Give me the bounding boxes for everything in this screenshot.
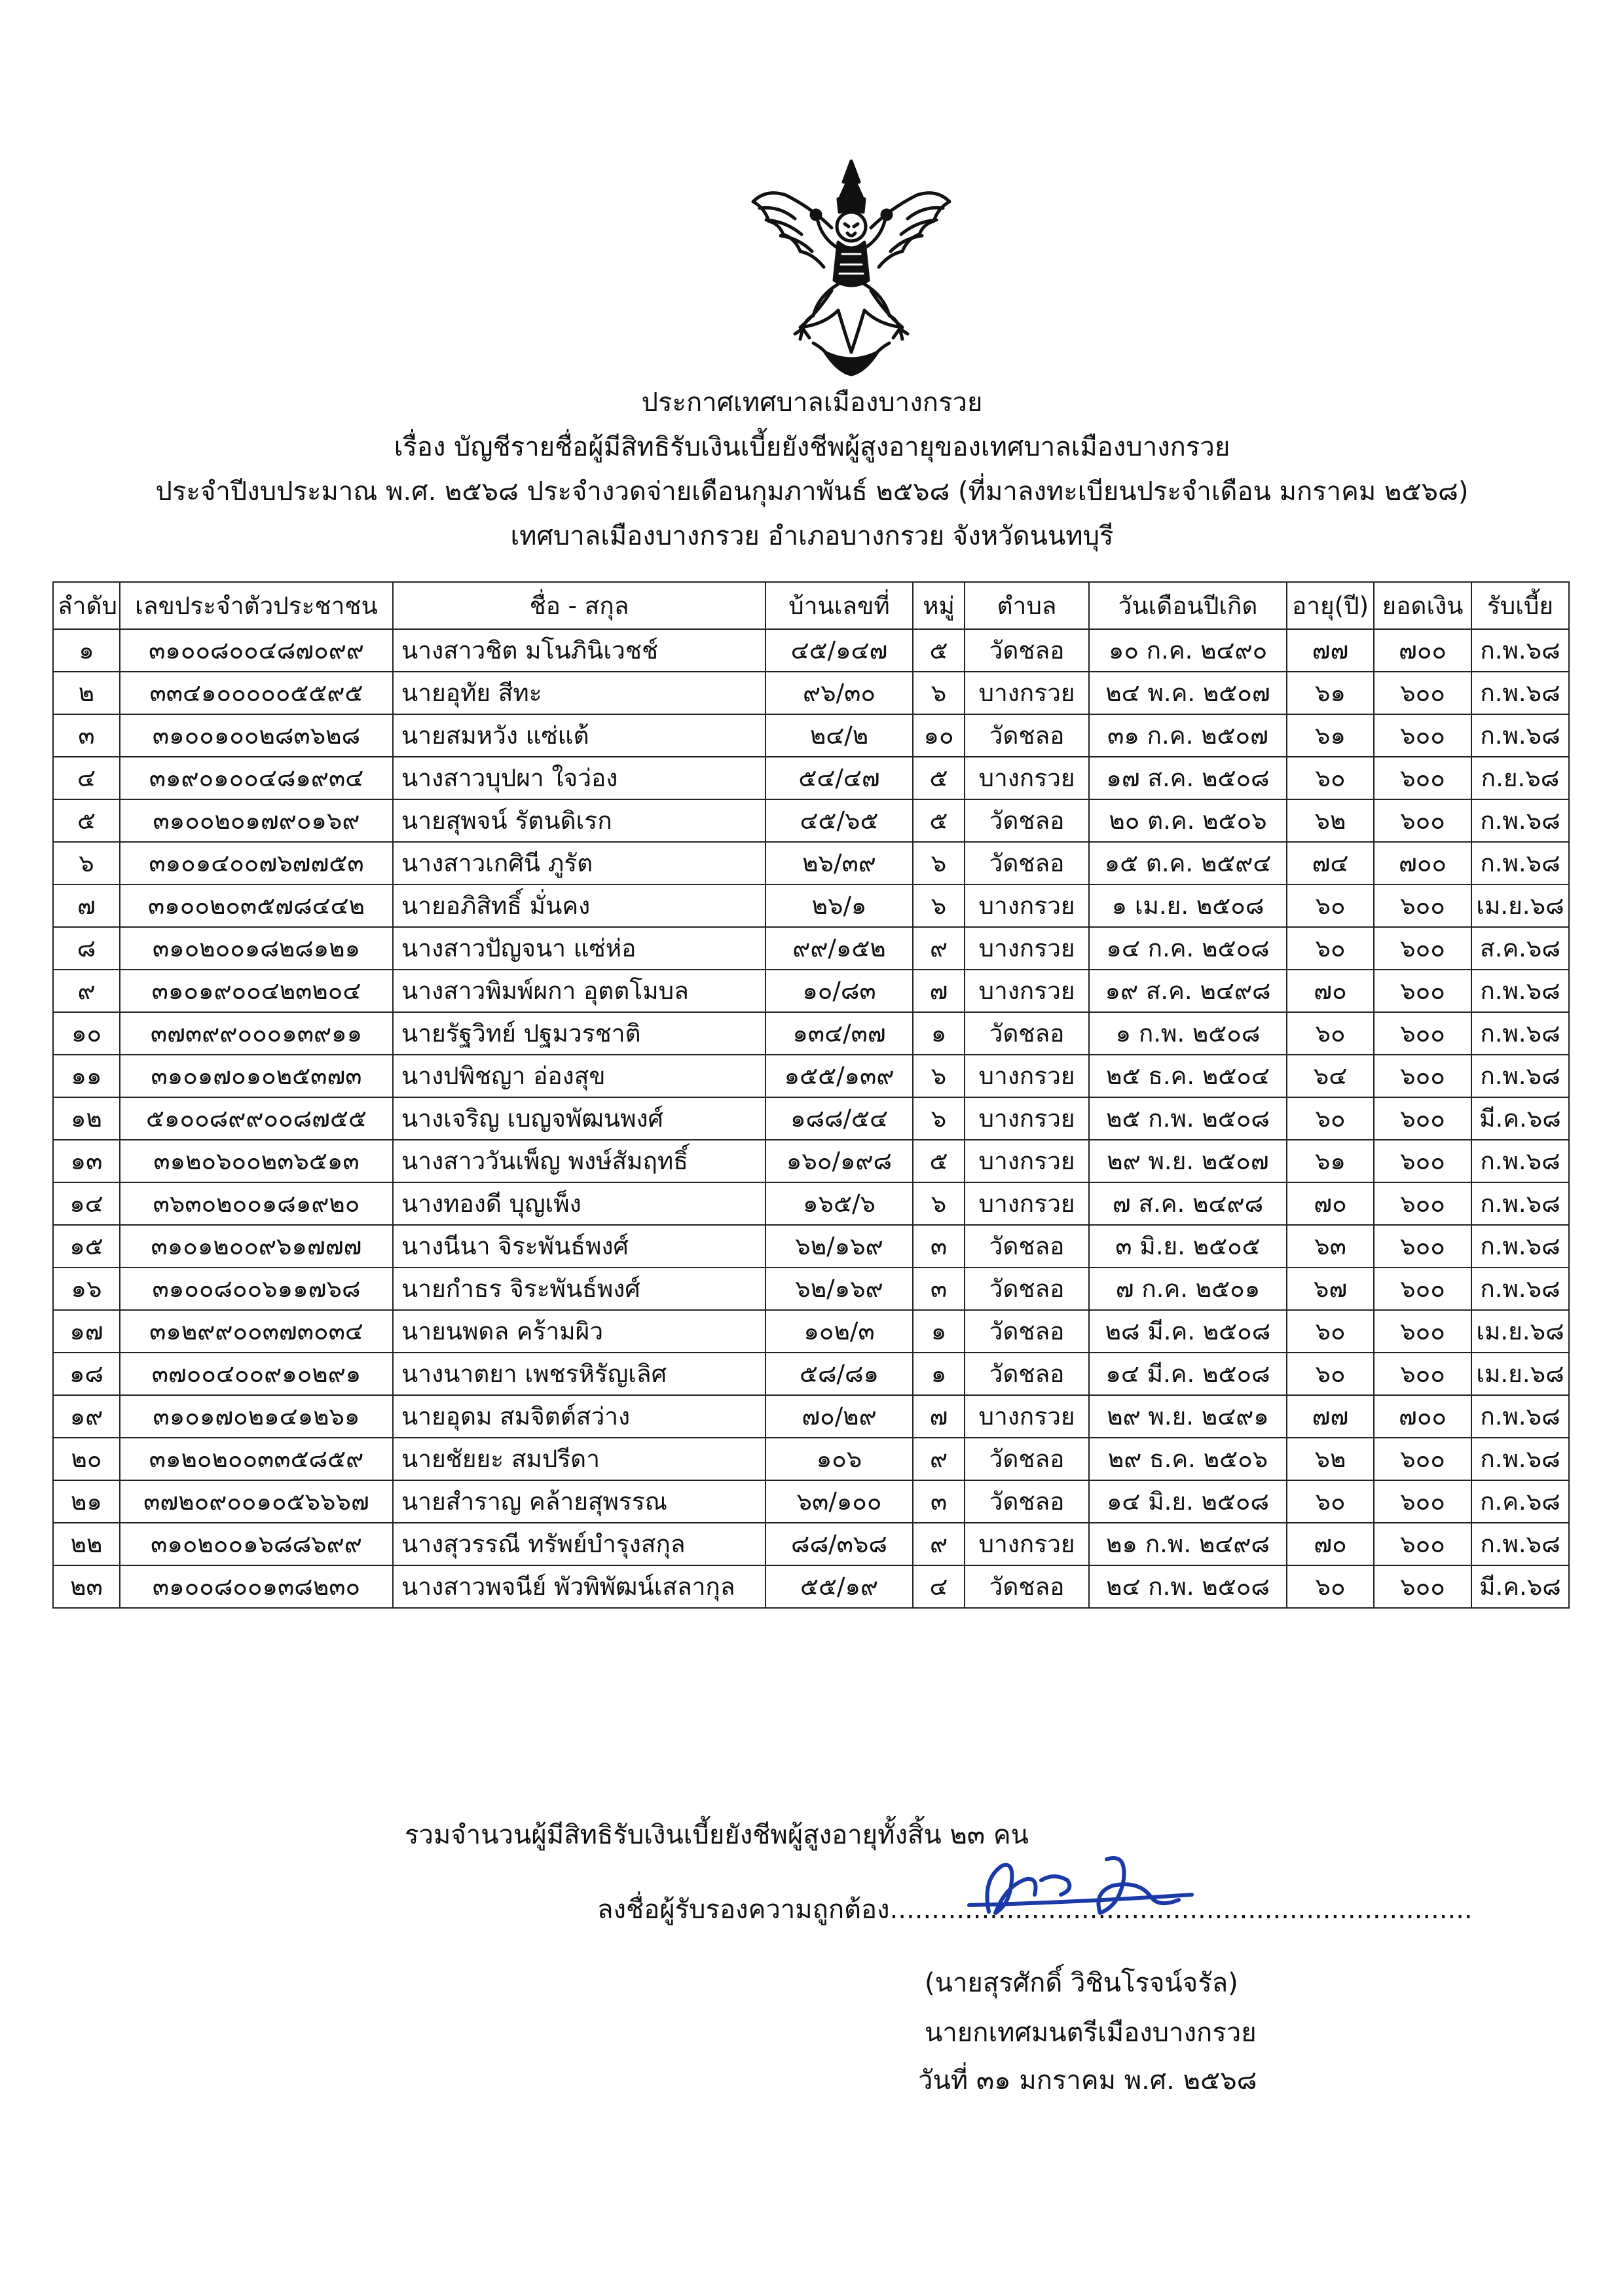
col-amount-cell: ๖๐๐ <box>1374 1225 1471 1267</box>
col-village-cell: ๖ <box>913 884 965 927</box>
col-birth-date-cell: ๑๙ ส.ค. ๒๔๙๘ <box>1089 970 1287 1012</box>
col-age-cell: ๖๑ <box>1287 714 1374 757</box>
col-village-cell: ๑ <box>913 1310 965 1353</box>
col-age-cell: ๖๐ <box>1287 1012 1374 1055</box>
col-village-cell: ๓ <box>913 1267 965 1310</box>
col-citizen-id-cell: ๓๑๐๒๐๐๑๘๒๘๑๒๑ <box>120 927 393 970</box>
col-subdistrict-cell: บางกรวย <box>965 1055 1089 1097</box>
col-full-name-cell: นางสาวปัญจนา แซ่ห่อ <box>393 927 766 970</box>
col-village-cell: ๑ <box>913 1353 965 1395</box>
beneficiary-table <box>52 581 1570 1609</box>
table-row <box>53 842 1569 884</box>
column-header-birth-date: วันเดือนปีเกิด <box>1089 582 1287 629</box>
col-house-number-cell: ๒๖/๑ <box>766 884 913 927</box>
table-row <box>53 629 1569 672</box>
col-house-number-cell: ๕๘/๘๑ <box>766 1353 913 1395</box>
col-full-name-cell: นายอุทัย สีทะ <box>393 672 766 714</box>
col-start-month-cell: มี.ค.๖๘ <box>1471 1565 1569 1608</box>
col-amount-cell: ๖๐๐ <box>1374 1140 1471 1182</box>
col-age-cell: ๗๐ <box>1287 970 1374 1012</box>
col-house-number-cell: ๗๐/๒๙ <box>766 1395 913 1438</box>
col-full-name-cell: นางสาวเกศินี ภูรัต <box>393 842 766 884</box>
col-order-cell: ๑๘ <box>53 1353 120 1395</box>
col-citizen-id-cell: ๓๓๔๑๐๐๐๐๐๕๕๙๕ <box>120 672 393 714</box>
col-age-cell: ๖๗ <box>1287 1267 1374 1310</box>
col-house-number-cell: ๕๕/๑๙ <box>766 1565 913 1608</box>
col-birth-date-cell: ๑๐ ก.ค. ๒๔๙๐ <box>1089 629 1287 672</box>
col-age-cell: ๖๐ <box>1287 1565 1374 1608</box>
col-full-name-cell: นางนีนา จิระพันธ์พงศ์ <box>393 1225 766 1267</box>
col-subdistrict-cell: วัดชลอ <box>965 1310 1089 1353</box>
col-subdistrict-cell: บางกรวย <box>965 1395 1089 1438</box>
col-birth-date-cell: ๒๔ พ.ค. ๒๕๐๗ <box>1089 672 1287 714</box>
col-start-month-cell: ก.พ.๖๘ <box>1471 1182 1569 1225</box>
table-row <box>53 1395 1569 1438</box>
table-row <box>53 757 1569 799</box>
col-order-cell: ๔ <box>53 757 120 799</box>
col-amount-cell: ๗๐๐ <box>1374 629 1471 672</box>
col-village-cell: ๗ <box>913 970 965 1012</box>
column-header-subdistrict: ตำบล <box>965 582 1089 629</box>
certify-label: ลงชื่อผู้รับรองความถูกต้อง...................................................................... <box>597 1895 1473 1925</box>
col-age-cell: ๖๑ <box>1287 672 1374 714</box>
col-full-name-cell: นางสุวรรณี ทรัพย์บำรุงสกุล <box>393 1523 766 1565</box>
col-house-number-cell: ๔๕/๑๔๗ <box>766 629 913 672</box>
col-birth-date-cell: ๑๗ ส.ค. ๒๕๐๘ <box>1089 757 1287 799</box>
col-start-month-cell: ก.พ.๖๘ <box>1471 1395 1569 1438</box>
table-row <box>53 1480 1569 1523</box>
col-amount-cell: ๖๐๐ <box>1374 1565 1471 1608</box>
col-start-month-cell: ก.พ.๖๘ <box>1471 1523 1569 1565</box>
col-subdistrict-cell: วัดชลอ <box>965 629 1089 672</box>
col-subdistrict-cell: บางกรวย <box>965 757 1089 799</box>
col-start-month-cell: เม.ย.๖๘ <box>1471 1353 1569 1395</box>
col-start-month-cell: ก.พ.๖๘ <box>1471 1055 1569 1097</box>
col-village-cell: ๓ <box>913 1480 965 1523</box>
col-subdistrict-cell: บางกรวย <box>965 970 1089 1012</box>
col-house-number-cell: ๑๕๕/๑๓๙ <box>766 1055 913 1097</box>
col-citizen-id-cell: ๓๑๐๐๘๐๐๑๓๘๒๓๐ <box>120 1565 393 1608</box>
table-row <box>53 970 1569 1012</box>
col-house-number-cell: ๑๐/๘๓ <box>766 970 913 1012</box>
col-amount-cell: ๖๐๐ <box>1374 927 1471 970</box>
col-full-name-cell: นางสาววันเพ็ญ พงษ์สัมฤทธิ์ <box>393 1140 766 1182</box>
col-subdistrict-cell: บางกรวย <box>965 1140 1089 1182</box>
col-house-number-cell: ๑๓๔/๓๗ <box>766 1012 913 1055</box>
col-amount-cell: ๖๐๐ <box>1374 1267 1471 1310</box>
col-house-number-cell: ๑๘๘/๕๔ <box>766 1097 913 1140</box>
col-house-number-cell: ๑๐๒/๓ <box>766 1310 913 1353</box>
col-age-cell: ๖๐ <box>1287 1480 1374 1523</box>
col-subdistrict-cell: วัดชลอ <box>965 1565 1089 1608</box>
col-citizen-id-cell: ๓๑๒๐๖๐๐๒๓๖๕๑๓ <box>120 1140 393 1182</box>
col-birth-date-cell: ๓ มิ.ย. ๒๕๐๕ <box>1089 1225 1287 1267</box>
col-birth-date-cell: ๑ ก.พ. ๒๕๐๘ <box>1089 1012 1287 1055</box>
col-birth-date-cell: ๒๙ พ.ย. ๒๕๐๗ <box>1089 1140 1287 1182</box>
col-order-cell: ๑๑ <box>53 1055 120 1097</box>
col-start-month-cell: ก.พ.๖๘ <box>1471 1140 1569 1182</box>
handwritten-signature <box>943 1840 1205 1938</box>
col-birth-date-cell: ๒๐ ต.ค. ๒๕๐๖ <box>1089 799 1287 842</box>
col-amount-cell: ๖๐๐ <box>1374 1480 1471 1523</box>
col-citizen-id-cell: ๕๑๐๐๘๙๙๐๐๘๗๕๕ <box>120 1097 393 1140</box>
col-citizen-id-cell: ๓๑๐๐๒๐๑๗๙๐๑๖๙ <box>120 799 393 842</box>
table-row <box>53 1225 1569 1267</box>
col-start-month-cell: ส.ค.๖๘ <box>1471 927 1569 970</box>
col-subdistrict-cell: วัดชลอ <box>965 1225 1089 1267</box>
table-row <box>53 1353 1569 1395</box>
table-row <box>53 714 1569 757</box>
col-start-month-cell: ก.พ.๖๘ <box>1471 714 1569 757</box>
col-birth-date-cell: ๒๙ ธ.ค. ๒๕๐๖ <box>1089 1438 1287 1480</box>
col-citizen-id-cell: ๓๑๐๑๗๐๑๐๒๕๓๗๓ <box>120 1055 393 1097</box>
col-subdistrict-cell: บางกรวย <box>965 1523 1089 1565</box>
col-citizen-id-cell: ๓๑๐๑๒๐๐๙๖๑๗๗๗ <box>120 1225 393 1267</box>
col-house-number-cell: ๑๖๕/๖ <box>766 1182 913 1225</box>
col-full-name-cell: นายนพดล คร้ามผิว <box>393 1310 766 1353</box>
col-full-name-cell: นายสำราญ คล้ายสุพรรณ <box>393 1480 766 1523</box>
col-start-month-cell: เม.ย.๖๘ <box>1471 1310 1569 1353</box>
table-row <box>53 1182 1569 1225</box>
table-row <box>53 1438 1569 1480</box>
table-row <box>53 1055 1569 1097</box>
col-age-cell: ๖๐ <box>1287 884 1374 927</box>
col-village-cell: ๕ <box>913 629 965 672</box>
col-citizen-id-cell: ๓๗๐๐๔๐๐๙๑๐๒๙๑ <box>120 1353 393 1395</box>
col-order-cell: ๒ <box>53 672 120 714</box>
col-amount-cell: ๖๐๐ <box>1374 1353 1471 1395</box>
col-order-cell: ๕ <box>53 799 120 842</box>
col-subdistrict-cell: วัดชลอ <box>965 714 1089 757</box>
col-village-cell: ๖ <box>913 1097 965 1140</box>
col-full-name-cell: นางสาวพจนีย์ พัวพิพัฒน์เสลากุล <box>393 1565 766 1608</box>
table-row <box>53 1565 1569 1608</box>
signer-name: (นายสุรศักดิ์ วิชินโรจน์จรัล) <box>925 1968 1238 1998</box>
col-full-name-cell: นางปพิชญา อ่องสุข <box>393 1055 766 1097</box>
col-amount-cell: ๖๐๐ <box>1374 1310 1471 1353</box>
col-start-month-cell: ก.พ.๖๘ <box>1471 970 1569 1012</box>
col-village-cell: ๖ <box>913 672 965 714</box>
col-village-cell: ๓ <box>913 1225 965 1267</box>
col-subdistrict-cell: บางกรวย <box>965 672 1089 714</box>
col-amount-cell: ๖๐๐ <box>1374 714 1471 757</box>
col-start-month-cell: มี.ค.๖๘ <box>1471 1097 1569 1140</box>
col-birth-date-cell: ๒๔ ก.พ. ๒๕๐๘ <box>1089 1565 1287 1608</box>
col-amount-cell: ๗๐๐ <box>1374 1395 1471 1438</box>
col-amount-cell: ๖๐๐ <box>1374 1055 1471 1097</box>
col-citizen-id-cell: ๓๗๓๙๙๐๐๐๑๓๙๑๑ <box>120 1012 393 1055</box>
announcement-period: ประจำปีงบประมาณ พ.ศ. ๒๕๖๘ ประจำงวดจ่ายเดือนกุมภาพันธ์ ๒๕๖๘ (ที่มาลงทะเบียนประจำเดือน มกราคม ๒๕๖๘) <box>155 477 1469 507</box>
col-age-cell: ๖๐ <box>1287 1353 1374 1395</box>
col-citizen-id-cell: ๓๑๐๑๙๐๐๔๒๓๒๐๔ <box>120 970 393 1012</box>
col-house-number-cell: ๘๘/๓๖๘ <box>766 1523 913 1565</box>
table-row <box>53 1267 1569 1310</box>
column-header-full-name: ชื่อ - สกุล <box>393 582 766 629</box>
col-subdistrict-cell: บางกรวย <box>965 884 1089 927</box>
col-citizen-id-cell: ๓๑๐๐๘๐๐๖๑๑๗๖๘ <box>120 1267 393 1310</box>
table-row <box>53 1097 1569 1140</box>
col-age-cell: ๖๒ <box>1287 1438 1374 1480</box>
col-full-name-cell: นายอภิสิทธิ์ มั่นคง <box>393 884 766 927</box>
col-order-cell: ๑ <box>53 629 120 672</box>
col-citizen-id-cell: ๓๑๐๐๑๐๐๒๘๓๖๒๘ <box>120 714 393 757</box>
col-start-month-cell: ก.พ.๖๘ <box>1471 842 1569 884</box>
col-village-cell: ๙ <box>913 1523 965 1565</box>
col-order-cell: ๑๕ <box>53 1225 120 1267</box>
col-house-number-cell: ๑๖๐/๑๙๘ <box>766 1140 913 1182</box>
table-row <box>53 672 1569 714</box>
col-citizen-id-cell: ๓๑๐๐๒๐๓๕๗๘๔๔๒ <box>120 884 393 927</box>
col-start-month-cell: ก.ค.๖๘ <box>1471 1480 1569 1523</box>
table-header-row <box>53 582 1569 629</box>
col-order-cell: ๓ <box>53 714 120 757</box>
col-subdistrict-cell: วัดชลอ <box>965 1438 1089 1480</box>
col-village-cell: ๗ <box>913 1395 965 1438</box>
col-birth-date-cell: ๑๔ มี.ค. ๒๕๐๘ <box>1089 1353 1287 1395</box>
col-citizen-id-cell: ๓๗๒๐๙๐๐๑๐๕๖๖๖๗ <box>120 1480 393 1523</box>
col-full-name-cell: นายชัยยะ สมปรีดา <box>393 1438 766 1480</box>
col-full-name-cell: นางสาวพิมพ์ผกา อุตตโมบล <box>393 970 766 1012</box>
col-order-cell: ๒๒ <box>53 1523 120 1565</box>
col-full-name-cell: นางสาวชิต มโนภินิเวชช์ <box>393 629 766 672</box>
col-age-cell: ๗๗ <box>1287 629 1374 672</box>
column-header-order: ลำดับ <box>53 582 120 629</box>
col-birth-date-cell: ๒๑ ก.พ. ๒๔๙๘ <box>1089 1523 1287 1565</box>
col-age-cell: ๖๐ <box>1287 1310 1374 1353</box>
col-amount-cell: ๖๐๐ <box>1374 757 1471 799</box>
col-house-number-cell: ๙๙/๑๕๒ <box>766 927 913 970</box>
column-header-house-number: บ้านเลขที่ <box>766 582 913 629</box>
col-house-number-cell: ๕๔/๔๗ <box>766 757 913 799</box>
col-start-month-cell: ก.พ.๖๘ <box>1471 1012 1569 1055</box>
col-full-name-cell: นายสุพจน์ รัตนดิเรก <box>393 799 766 842</box>
col-start-month-cell: ก.ย.๖๘ <box>1471 757 1569 799</box>
col-order-cell: ๒๑ <box>53 1480 120 1523</box>
table-row <box>53 1310 1569 1353</box>
col-citizen-id-cell: ๓๖๓๐๒๐๐๑๘๑๙๒๐ <box>120 1182 393 1225</box>
col-village-cell: ๙ <box>913 927 965 970</box>
col-subdistrict-cell: วัดชลอ <box>965 799 1089 842</box>
col-house-number-cell: ๖๒/๑๖๙ <box>766 1225 913 1267</box>
col-birth-date-cell: ๑ เม.ย. ๒๕๐๘ <box>1089 884 1287 927</box>
col-subdistrict-cell: บางกรวย <box>965 1182 1089 1225</box>
col-full-name-cell: นายกำธร จิระพันธ์พงศ์ <box>393 1267 766 1310</box>
col-village-cell: ๑ <box>913 1012 965 1055</box>
col-full-name-cell: นายรัฐวิทย์ ปฐมวรชาติ <box>393 1012 766 1055</box>
col-full-name-cell: นางเจริญ เบญจพัฒนพงศ์ <box>393 1097 766 1140</box>
column-header-start-month: รับเบี้ย <box>1471 582 1569 629</box>
announcement-date: วันที่ ๓๑ มกราคม พ.ศ. ๒๕๖๘ <box>918 2066 1257 2096</box>
col-birth-date-cell: ๗ ก.ค. ๒๕๐๑ <box>1089 1267 1287 1310</box>
signature-dotted-line: ...................................................................... <box>889 1895 1473 1925</box>
col-house-number-cell: ๒๔/๒ <box>766 714 913 757</box>
col-citizen-id-cell: ๓๑๐๑๔๐๐๗๖๗๗๕๓ <box>120 842 393 884</box>
col-birth-date-cell: ๒๘ มี.ค. ๒๕๐๘ <box>1089 1310 1287 1353</box>
col-village-cell: ๕ <box>913 1140 965 1182</box>
col-order-cell: ๑๒ <box>53 1097 120 1140</box>
col-amount-cell: ๖๐๐ <box>1374 672 1471 714</box>
col-full-name-cell: นายสมหวัง แซ่แต้ <box>393 714 766 757</box>
table-row <box>53 799 1569 842</box>
col-start-month-cell: ก.พ.๖๘ <box>1471 1438 1569 1480</box>
col-citizen-id-cell: ๓๑๐๐๘๐๐๔๘๗๐๙๙ <box>120 629 393 672</box>
col-start-month-cell: ก.พ.๖๘ <box>1471 1225 1569 1267</box>
col-birth-date-cell: ๓๑ ก.ค. ๒๕๐๗ <box>1089 714 1287 757</box>
table-row <box>53 884 1569 927</box>
col-village-cell: ๔ <box>913 1565 965 1608</box>
col-birth-date-cell: ๒๕ ธ.ค. ๒๕๐๔ <box>1089 1055 1287 1097</box>
table-row <box>53 1012 1569 1055</box>
table-row <box>53 1140 1569 1182</box>
col-age-cell: ๖๐ <box>1287 1097 1374 1140</box>
col-age-cell: ๖๓ <box>1287 1225 1374 1267</box>
col-full-name-cell: นางสาวบุปผา ใจว่อง <box>393 757 766 799</box>
col-order-cell: ๗ <box>53 884 120 927</box>
col-amount-cell: ๖๐๐ <box>1374 884 1471 927</box>
col-subdistrict-cell: บางกรวย <box>965 1097 1089 1140</box>
col-order-cell: ๘ <box>53 927 120 970</box>
column-header-amount: ยอดเงิน <box>1374 582 1471 629</box>
col-full-name-cell: นางนาตยา เพชรหิรัญเลิศ <box>393 1353 766 1395</box>
col-amount-cell: ๖๐๐ <box>1374 1012 1471 1055</box>
col-subdistrict-cell: วัดชลอ <box>965 1353 1089 1395</box>
col-subdistrict-cell: วัดชลอ <box>965 842 1089 884</box>
col-house-number-cell: ๑๐๖ <box>766 1438 913 1480</box>
col-start-month-cell: เม.ย.๖๘ <box>1471 884 1569 927</box>
col-birth-date-cell: ๗ ส.ค. ๒๔๙๘ <box>1089 1182 1287 1225</box>
garuda-emblem-icon <box>740 156 963 378</box>
col-amount-cell: ๖๐๐ <box>1374 1438 1471 1480</box>
col-subdistrict-cell: วัดชลอ <box>965 1012 1089 1055</box>
col-village-cell: ๖ <box>913 842 965 884</box>
col-age-cell: ๖๐ <box>1287 757 1374 799</box>
col-subdistrict-cell: วัดชลอ <box>965 1480 1089 1523</box>
col-house-number-cell: ๔๕/๖๕ <box>766 799 913 842</box>
col-subdistrict-cell: วัดชลอ <box>965 1267 1089 1310</box>
col-birth-date-cell: ๑๔ มิ.ย. ๒๕๐๘ <box>1089 1480 1287 1523</box>
col-citizen-id-cell: ๓๑๒๙๙๐๐๓๗๓๐๓๔ <box>120 1310 393 1353</box>
col-age-cell: ๖๔ <box>1287 1055 1374 1097</box>
signer-title: นายกเทศมนตรีเมืองบางกรวย <box>925 2018 1257 2048</box>
col-village-cell: ๖ <box>913 1055 965 1097</box>
col-birth-date-cell: ๒๕ ก.พ. ๒๕๐๘ <box>1089 1097 1287 1140</box>
col-order-cell: ๑๔ <box>53 1182 120 1225</box>
col-village-cell: ๙ <box>913 1438 965 1480</box>
table-row <box>53 1523 1569 1565</box>
col-birth-date-cell: ๑๔ ก.ค. ๒๕๐๘ <box>1089 927 1287 970</box>
col-citizen-id-cell: ๓๑๙๐๑๐๐๔๘๑๙๓๔ <box>120 757 393 799</box>
col-village-cell: ๑๐ <box>913 714 965 757</box>
col-house-number-cell: ๖๓/๑๐๐ <box>766 1480 913 1523</box>
col-amount-cell: ๖๐๐ <box>1374 1182 1471 1225</box>
col-amount-cell: ๖๐๐ <box>1374 799 1471 842</box>
col-amount-cell: ๖๐๐ <box>1374 1097 1471 1140</box>
total-count-text: รวมจำนวนผู้มีสิทธิรับเงินเบี้ยยังชีพผู้สูงอายุทั้งสิ้น ๒๓ คน <box>405 1820 1029 1850</box>
announcement-subject: เรื่อง บัญชีรายชื่อผู้มีสิทธิรับเงินเบี้ยยังชีพผู้สูงอายุของเทศบาลเมืองบางกรวย <box>394 432 1230 462</box>
col-age-cell: ๗๔ <box>1287 842 1374 884</box>
col-amount-cell: ๗๐๐ <box>1374 842 1471 884</box>
col-age-cell: ๖๒ <box>1287 799 1374 842</box>
col-order-cell: ๑๐ <box>53 1012 120 1055</box>
col-order-cell: ๑๓ <box>53 1140 120 1182</box>
col-house-number-cell: ๒๖/๓๙ <box>766 842 913 884</box>
col-full-name-cell: นางทองดี บุญเพ็ง <box>393 1182 766 1225</box>
col-order-cell: ๒๓ <box>53 1565 120 1608</box>
table-row <box>53 927 1569 970</box>
announcement-location: เทศบาลเมืองบางกรวย อำเภอบางกรวย จังหวัดนนทบุรี <box>510 521 1114 551</box>
col-house-number-cell: ๙๖/๓๐ <box>766 672 913 714</box>
col-village-cell: ๕ <box>913 757 965 799</box>
column-header-citizen-id: เลขประจำตัวประชาชน <box>120 582 393 629</box>
col-start-month-cell: ก.พ.๖๘ <box>1471 629 1569 672</box>
col-start-month-cell: ก.พ.๖๘ <box>1471 672 1569 714</box>
col-age-cell: ๖๑ <box>1287 1140 1374 1182</box>
col-start-month-cell: ก.พ.๖๘ <box>1471 1267 1569 1310</box>
col-village-cell: ๖ <box>913 1182 965 1225</box>
col-amount-cell: ๖๐๐ <box>1374 1523 1471 1565</box>
col-order-cell: ๑๖ <box>53 1267 120 1310</box>
col-subdistrict-cell: บางกรวย <box>965 927 1089 970</box>
column-header-age: อายุ(ปี) <box>1287 582 1374 629</box>
col-birth-date-cell: ๑๕ ต.ค. ๒๕๙๔ <box>1089 842 1287 884</box>
col-order-cell: ๑๙ <box>53 1395 120 1438</box>
col-order-cell: ๙ <box>53 970 120 1012</box>
col-order-cell: ๖ <box>53 842 120 884</box>
col-citizen-id-cell: ๓๑๒๐๒๐๐๓๓๕๘๕๙ <box>120 1438 393 1480</box>
col-order-cell: ๑๗ <box>53 1310 120 1353</box>
col-village-cell: ๕ <box>913 799 965 842</box>
column-header-village: หมู่ <box>913 582 965 629</box>
announcement-title: ประกาศเทศบาลเมืองบางกรวย <box>641 388 983 418</box>
col-order-cell: ๒๐ <box>53 1438 120 1480</box>
col-birth-date-cell: ๒๙ พ.ย. ๒๔๙๑ <box>1089 1395 1287 1438</box>
col-house-number-cell: ๖๒/๑๖๙ <box>766 1267 913 1310</box>
col-age-cell: ๗๗ <box>1287 1395 1374 1438</box>
col-start-month-cell: ก.พ.๖๘ <box>1471 799 1569 842</box>
col-citizen-id-cell: ๓๑๐๑๗๐๒๑๔๑๒๖๑ <box>120 1395 393 1438</box>
col-amount-cell: ๖๐๐ <box>1374 970 1471 1012</box>
col-age-cell: ๗๐ <box>1287 1182 1374 1225</box>
col-citizen-id-cell: ๓๑๐๒๐๐๑๖๘๘๖๙๙ <box>120 1523 393 1565</box>
col-age-cell: ๖๐ <box>1287 927 1374 970</box>
col-full-name-cell: นายอุดม สมจิตต์สว่าง <box>393 1395 766 1438</box>
col-age-cell: ๗๐ <box>1287 1523 1374 1565</box>
